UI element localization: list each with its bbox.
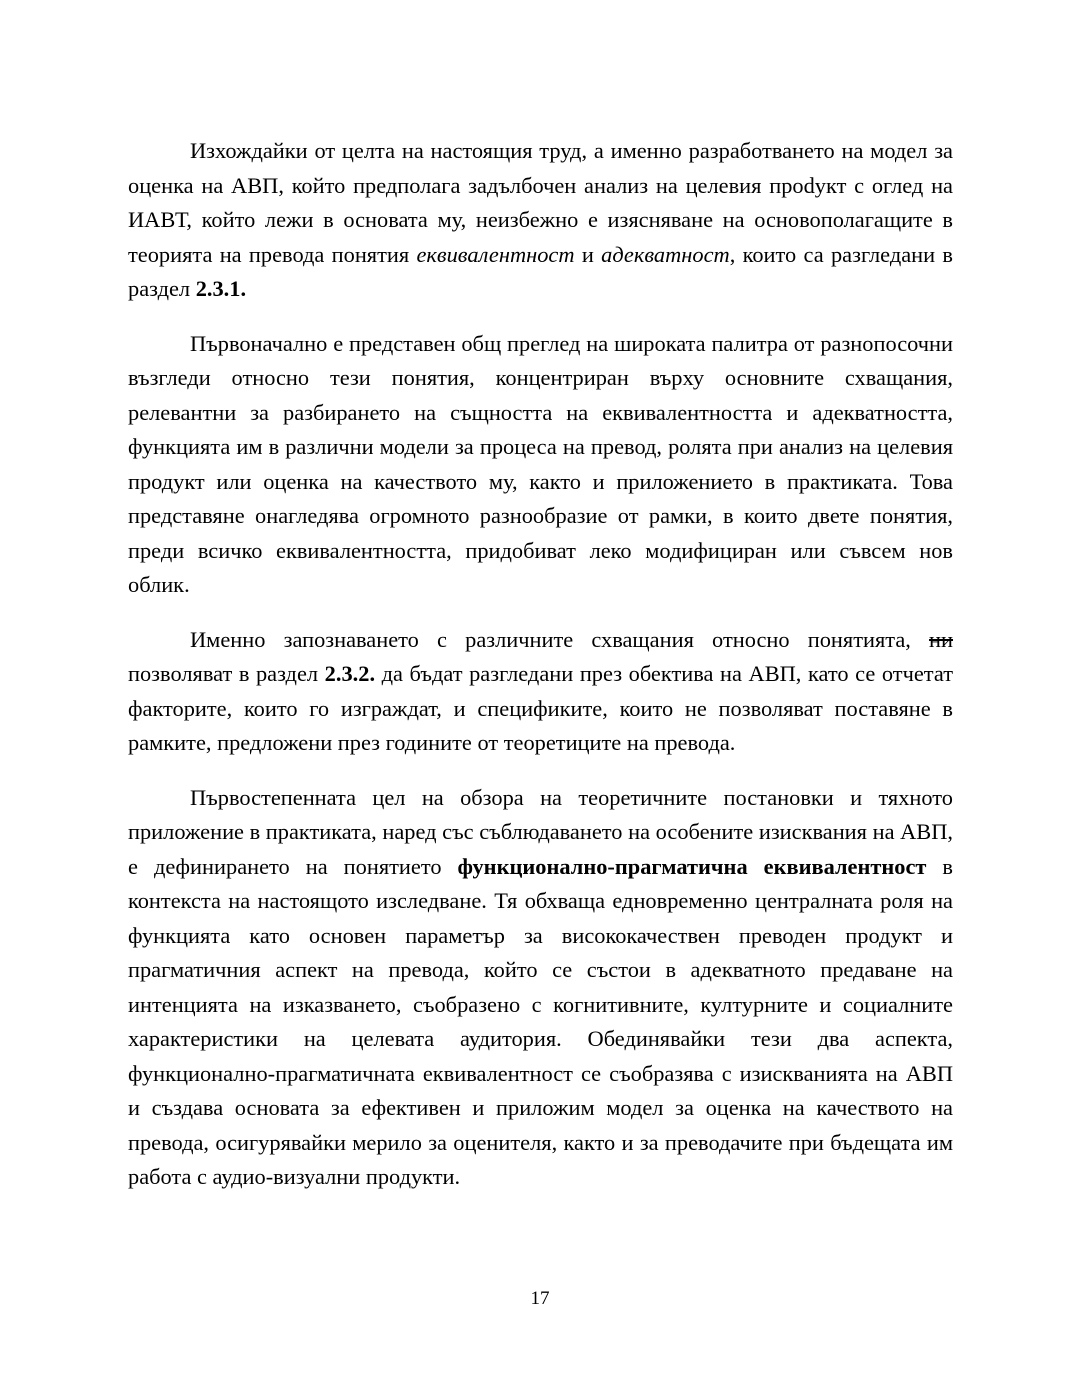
- paragraph-text: Именно запознаването с различните схващания относно понятията,: [190, 626, 930, 652]
- paragraph-text: позволяват в раздел: [128, 661, 325, 686]
- paragraph-text: в контекста на настоящото изследване. Тя обхваща едновременно централната роля на функцията като основен параметър за висококачествен преводен продукт и прагматичния аспект на превода, който се състои в адекватното предаване на интенцията на изказването, съобразено с когнитивните, културните и социалните характеристики на целевата аудитория. Обединявайки тези два аспекта, функционално-прагматичната еквивалентност се съобразява с изискванията на АВП и създава основата за ефективен и приложим модел за оценка на качеството на превода, осигурявайки мерило за оценителя, както и за преводачите при бъдещата им работа с аудио-визуални продукти.: [128, 853, 953, 1189]
- term-equivalence: еквивалентност: [416, 241, 575, 267]
- document-body: [128, 134, 953, 1195]
- paragraph-text: Първостепенната цел на обзора на теоретичните постановки и тяхното приложение в практиката, наред със съблюдаването на особените изисквания на АВП, е дефинирането на понятието: [128, 784, 953, 879]
- paragraph-text: и: [574, 241, 602, 267]
- paragraph-text: , които са разгледани в раздел: [128, 241, 953, 301]
- section-ref: 2.3.1.: [195, 276, 247, 301]
- paragraph-goal: [128, 134, 953, 307]
- paragraph-text: Първоначално е представен общ преглед на широката палитра от разнопосочни възгледи относно тези понятия, концентриран върху основните схващания, релевантни за разбирането на същността на еквивалентността и адекватността, функцията им в различни модели за процеса на превод, ролята при анализ на целевия продукт или оценка на качеството му, както и приложението в практиката. Това представяне онагледява огромното разнообразие от рамки, в които двете понятия, преди всичко еквивалентността, придобиват леко модифициран или съвсем нов облик.: [128, 330, 953, 597]
- paragraph-text: Изхождайки от целта на настоящия труд, а именно разработването на модел за оценка на АВП, който предполага задълбочен анализ на целевия проdукт с оглед на ИАВТ, който лежи в основата му, неизбежно е изясняване на основополагащите в теорията на превода понятия: [128, 138, 953, 267]
- paragraph-overview: [128, 327, 953, 603]
- page-number: 17: [530, 1288, 550, 1309]
- term-adequacy: адекватност: [601, 241, 730, 267]
- paragraph-text: да бъдат разгледани през обектива на АВП, като се отчетат факторите, които го изграждат, и спецификите, които не позволяват поставяне в рамките, предложени през годините от теоретиците на превода.: [128, 661, 953, 755]
- paragraph-definition: [128, 781, 953, 1195]
- section-ref: 2.3.2.: [324, 661, 376, 686]
- paragraph-concepts: [128, 623, 953, 761]
- term-functional-pragmatic-equivalence: функционално-прагматична еквивалентност: [457, 853, 927, 879]
- struck-word: ни: [929, 626, 953, 652]
